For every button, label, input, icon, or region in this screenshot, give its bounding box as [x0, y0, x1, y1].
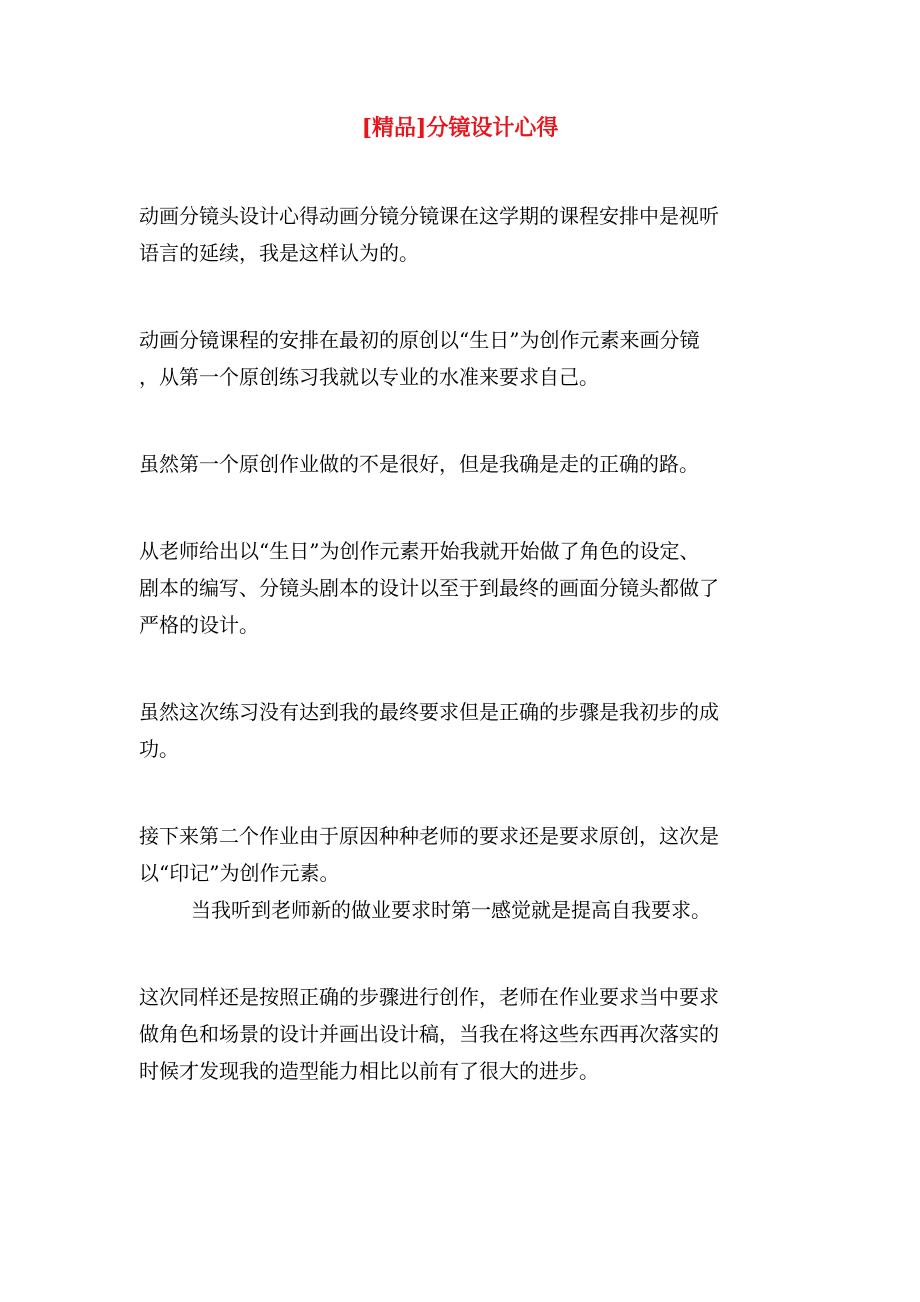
document-body [139, 198, 779, 1090]
paragraph-7: 当我听到老师新的做业要求时第一感觉就是提高自我要求。 [191, 898, 711, 922]
document-title: [精品]分镜设计心得 [361, 115, 559, 141]
paragraph-3: 虽然第一个原创作业做的不是很好，但是我确是走的正确的路。 [139, 452, 699, 476]
paragraph-6: 接下来第二个作业由于原因种种老师的要求还是要求原创，这次是 以“印记”为创作元素。 [139, 824, 719, 885]
paragraph-5: 虽然这次练习没有达到我的最终要求但是正确的步骤是我初步的成 功。 [139, 700, 719, 761]
paragraph-2: 动画分镜课程的安排在最初的原创以“生日”为创作元素来画分镜 ，从第一个原创练习我就以专业的水准来要求自己。 [139, 328, 700, 389]
paragraph-1: 动画分镜头设计心得动画分镜分镜课在这学期的课程安排中是视听 语言的延续，我是这样认为的。 [139, 204, 719, 265]
paragraph-8: 这次同样还是按照正确的步骤进行创作，老师在作业要求当中要求 做角色和场景的设计并画出设计稿，当我在将这些东西再次落实的 时候才发现我的造型能力相比以前有了很大的进步。 [139, 985, 719, 1083]
paragraph-4: 从老师给出以“生日”为创作元素开始我就开始做了角色的设定、 剧本的编写、分镜头剧本的设计以至于到最终的画面分镜头都做了 严格的设计。 [139, 539, 719, 637]
